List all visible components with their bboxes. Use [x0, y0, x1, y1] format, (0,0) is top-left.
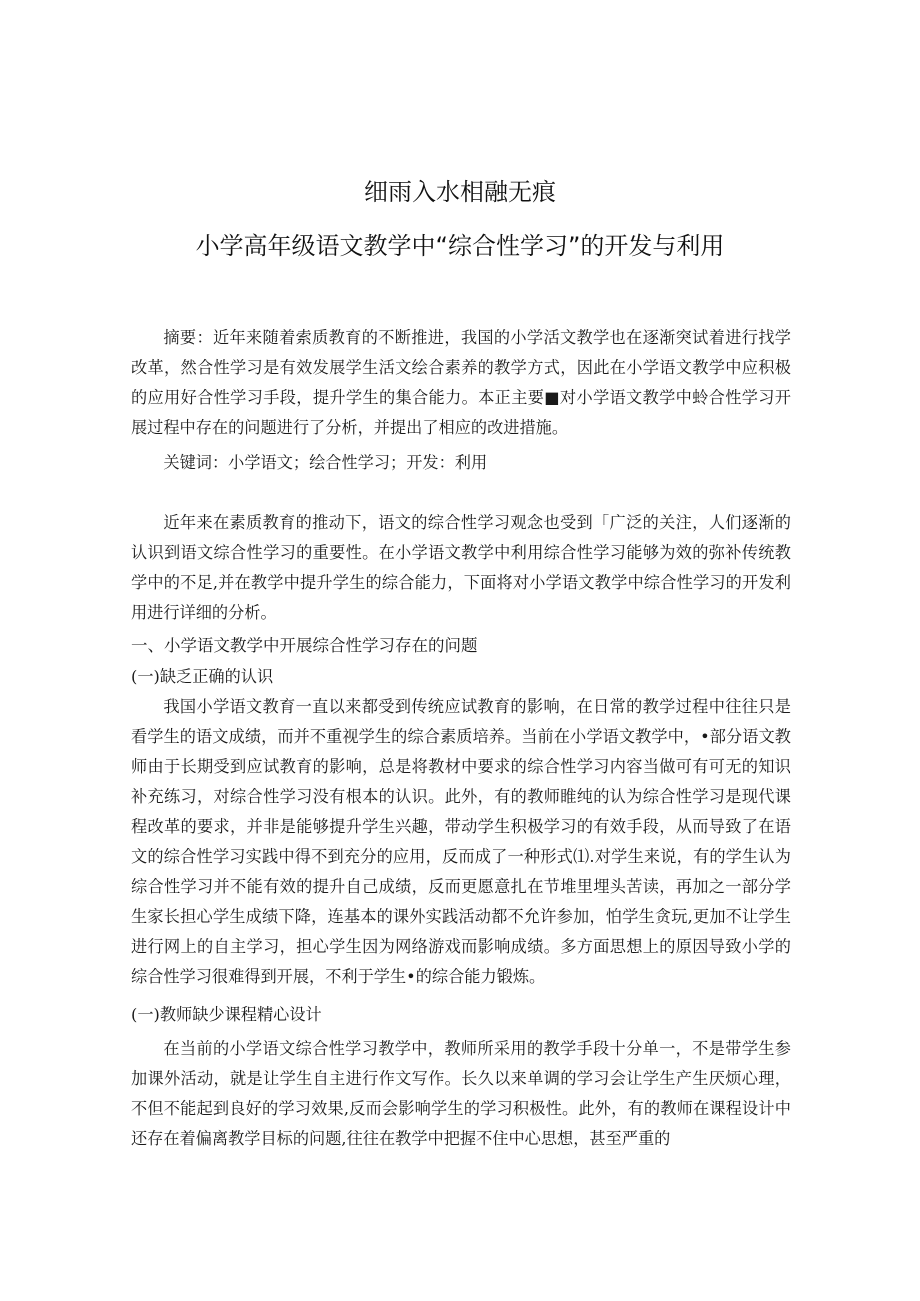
keywords-block	[131, 448, 791, 478]
keywords-line: 关键词：小学语文；绘合性学习；开发：利用	[163, 453, 488, 472]
paragraph-text: 在当前的小学语文综合性学习教学中，教师所采用的教学手段十分单一，不是带学生参加课外活动，就是让学生自主进行作文写作。长久以来单调的学习会让学生产生厌烦心理，不但不能起到良好的学习效果,反而会影响学生的学习积极性。此外，有的教师在课程设计中还存在着偏离教学目标的问题,往往在教学中把握不住中心思想，甚至严重的	[131, 1039, 791, 1148]
document-title: 细雨入水相融无痕	[364, 178, 556, 206]
abstract-block	[131, 323, 791, 443]
document-subtitle: 小学高年级语文教学中“综合性学习”的开发与利用	[195, 232, 725, 260]
abstract-paragraph: 摘要：近年来随着索质教育的不断推进，我国的小学活文教学也在逐渐突试着进行找学改革，然合性学习是有效发展学生活文绘合素养的教学方式，因此在小学语文教学中应积极的应用好合性学习手段，提升学生的集合能力。本正主要■对小学语文教学中蛉合性学习开展过程中存在的问题进行了分析，并提出了相应的改进措施。	[131, 328, 791, 437]
subsection-heading: (一)教师缺少课程精心设计	[131, 1005, 322, 1024]
intro-block	[131, 508, 791, 628]
section-paragraph	[131, 1034, 791, 1154]
paragraph-text: 我国小学语文教育一直以来都受到传统应试教育的影响，在日常的教学过程中往往只是看学生的语文成绩，而并不重视学生的综合素质培养。当前在小学语文教学中，•部分语文教师由于长期受到应试教育的影响，总是将教材中要求的综合性学习内容当做可有可无的知识补充练习，对综合性学习没有根本的认识。此外，有的教师睢纯的认为综合性学习是现代课程改革的要求，并非是能够提升学生兴趣，带动学生积极学习的有效手段，从而导致了在语文的综合性学习实践中得不到充分的应用，反而成了一种形式⑴.对学生来说，有的学生认为综合性学习并不能有效的提升自己成绩，反而更愿意扎在节堆里埋头苦读，再加之一部分学生家长担心学生成绩下降，连基本的课外实践活动都不允许参加，怕学生贪玩,更加不让学生进行网上的自主学习，担心学生因为网络游戏而影响成绩。多方面思想上的原因导致小学的综合性学习很难得到开展，不利于学生•的综合能力锻炼。	[131, 697, 791, 986]
section-paragraph	[131, 692, 791, 992]
section-heading: 一、小学语文教学中开展综合性学习存在的问题	[131, 636, 478, 655]
intro-paragraph: 近年来在素质教育的推动下，语文的综合性学习观念也受到「广泛的关注，人们逐渐的认识到语文综合性学习的重要性。在小学语文教学中利用综合性学习能够为效的弥补传统教学中的不足,并在教学中提升学生的综合能力，下面将对小学语文教学中综合性学习的开发利用进行详细的分析。	[131, 513, 791, 622]
subsection-heading: (一)缺乏正确的认识	[131, 667, 274, 686]
